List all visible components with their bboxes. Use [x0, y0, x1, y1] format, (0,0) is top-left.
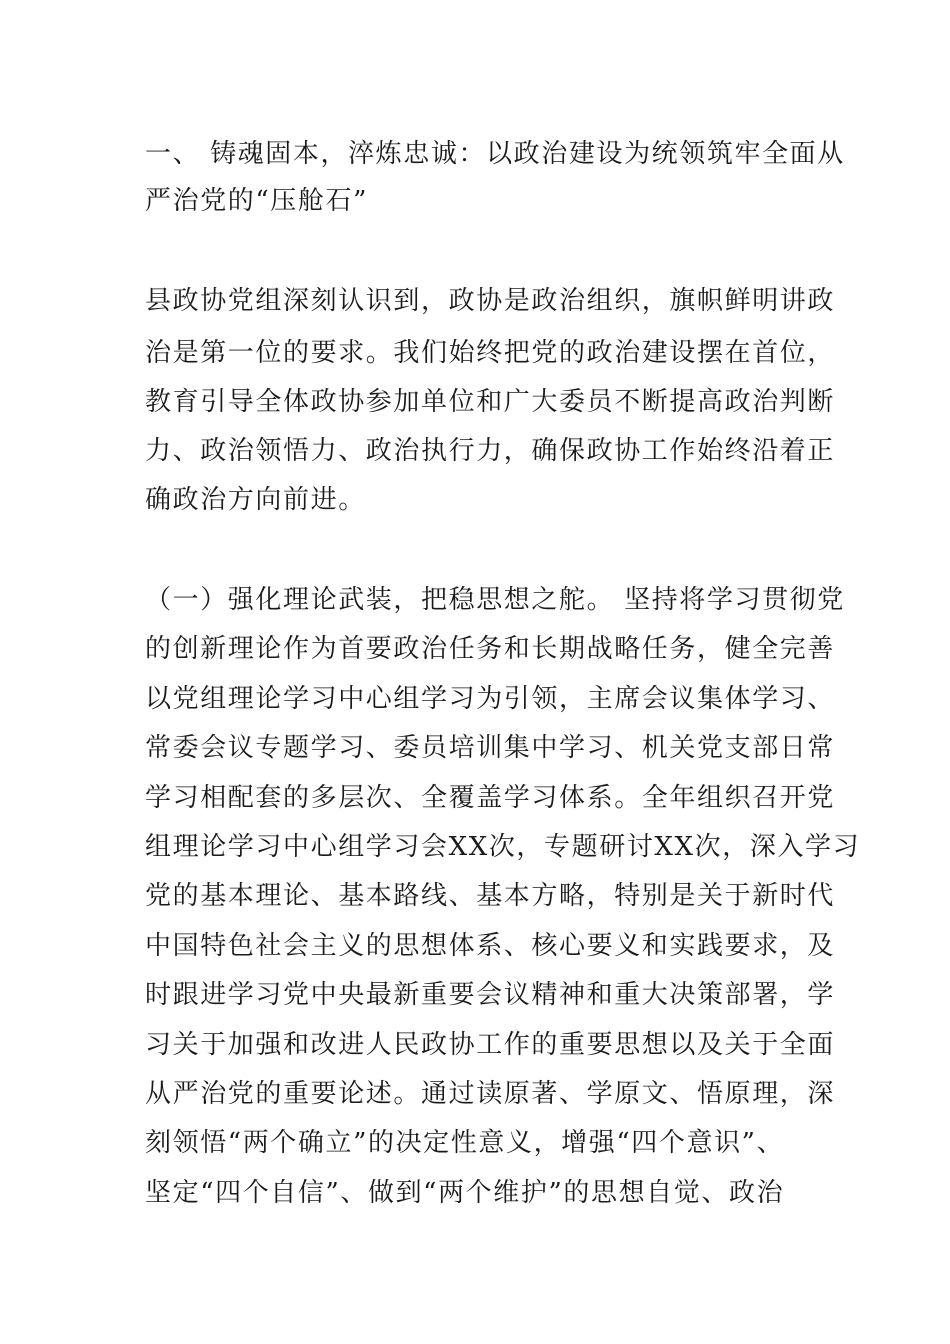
heading-line-1: 一、 铸魂固本，淬炼忠诚：以政治建设为统领筑牢全面从	[145, 139, 845, 169]
paragraph2-line-11: 从严治党的重要论述。通过读原著、学原文、悟原理，深	[145, 1079, 836, 1109]
paragraph2-line-9: 时跟进学习党中央最新重要会议精神和重大决策部署，学	[145, 980, 836, 1010]
paragraph2-line-4: 常委会议专题学习、委员培训集中学习、机关党支部日常	[145, 733, 836, 763]
paragraph2-line-12: 刻领悟“两个确立”的决定性意义，增强“四个意识”、	[145, 1128, 785, 1158]
paragraph2-line-3: 以党组理论学习中心组学习为引领，主席会议集体学习、	[145, 684, 836, 714]
paragraph2-line-6: 组理论学习中心组学习会XX次，专题研讨XX次，深入学习	[145, 832, 861, 862]
paragraph2-line-5: 学习相配套的多层次、全覆盖学习体系。全年组织召开党	[145, 783, 836, 813]
paragraph2-line-13: 坚定“四个自信”、做到“两个维护”的思想自觉、政治	[145, 1178, 785, 1208]
paragraph2-line-10: 习关于加强和改进人民政协工作的重要思想以及关于全面	[145, 1030, 836, 1060]
paragraph1-line-5: 确政治方向前进。	[145, 485, 366, 515]
paragraph2-line-1: （一）强化理论武装，把稳思想之舵。 坚持将学习贯彻党	[145, 585, 845, 615]
heading-line-2: 严治党的“压舱石”	[145, 186, 368, 216]
paragraph2-line-7: 党的基本理论、基本路线、基本方略，特别是关于新时代	[145, 881, 836, 911]
paragraph1-line-1: 县政协党组深刻认识到，政协是政治组织，旗帜鲜明讲政	[145, 286, 836, 316]
paragraph1-line-3: 教育引导全体政协参加单位和广大委员不断提高政治判断	[145, 387, 836, 417]
paragraph2-line-8: 中国特色社会主义的思想体系、核心要义和实践要求，及	[145, 931, 836, 961]
paragraph1-line-4: 力、政治领悟力、政治执行力，确保政协工作始终沿着正	[145, 436, 836, 466]
paragraph1-line-2: 治是第一位的要求。我们始终把党的政治建设摆在首位，	[145, 338, 836, 368]
paragraph2-line-2: 的创新理论作为首要政治任务和长期战略任务，健全完善	[145, 634, 836, 664]
